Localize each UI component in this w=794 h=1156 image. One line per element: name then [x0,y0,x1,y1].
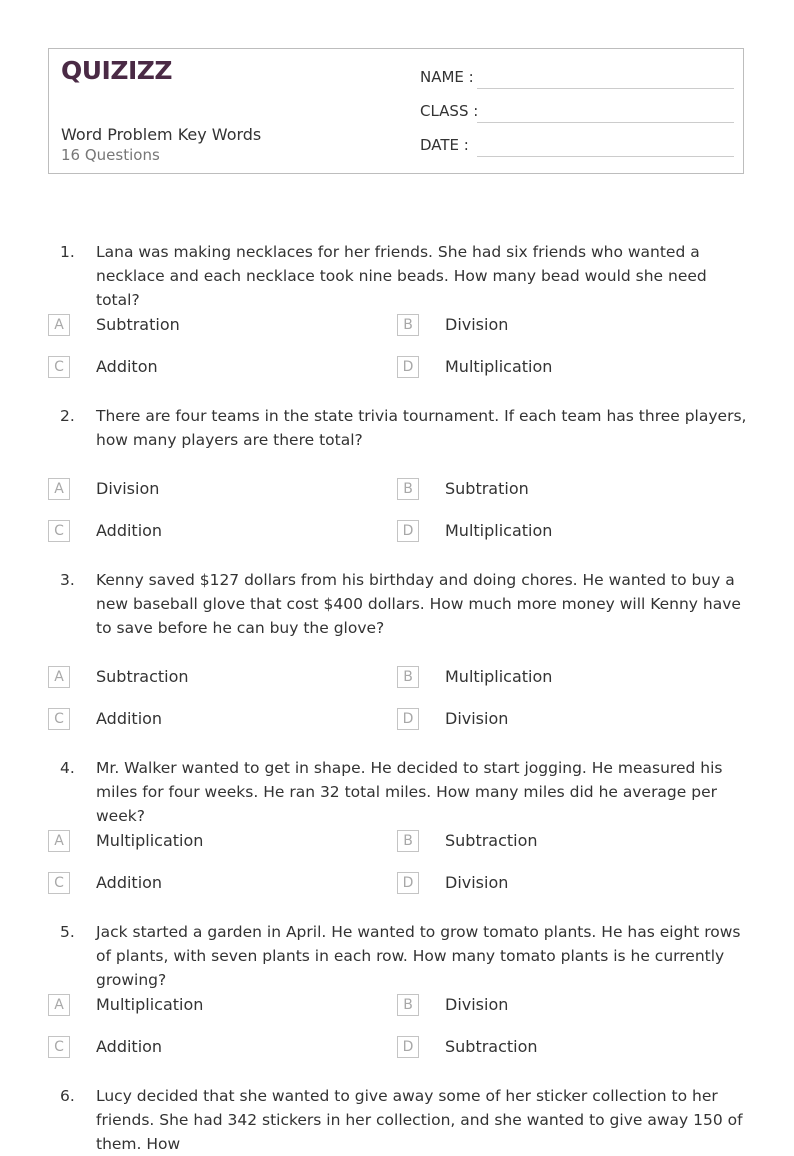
class-line [477,122,734,123]
option-text: Multiplication [445,521,553,540]
q4-option-c[interactable] [48,872,368,898]
option-letter-box: A [48,478,70,500]
q3-option-b[interactable] [397,666,717,692]
q4-option-b[interactable] [397,830,717,856]
option-text: Division [445,709,509,728]
option-letter-box: A [48,314,70,336]
question-number: 5. [60,923,75,941]
option-letter-box: D [397,872,419,894]
option-letter-box: B [397,314,419,336]
worksheet-title: Word Problem Key Words [61,125,262,144]
option-letter-box: B [397,994,419,1016]
option-letter-box: C [48,872,70,894]
name-field [420,68,734,92]
q5-option-d[interactable] [397,1036,717,1062]
option-letter-box: C [48,1036,70,1058]
q2-option-c[interactable] [48,520,368,546]
class-label: CLASS : [420,102,479,120]
option-letter-box: D [397,1036,419,1058]
question-number: 6. [60,1087,75,1105]
option-letter-box: C [48,356,70,378]
option-letter-box: D [397,708,419,730]
option-text: Addition [96,1037,163,1056]
option-text: Subtration [96,315,180,334]
date-label: DATE : [420,136,469,154]
option-letter-box: C [48,708,70,730]
option-letter-box: C [48,520,70,542]
question-number: 1. [60,243,75,261]
option-text: Subtraction [96,667,189,686]
q2-option-a[interactable] [48,478,368,504]
option-text: Division [445,315,509,334]
option-text: Multiplication [96,995,204,1014]
q3-option-c[interactable] [48,708,368,734]
option-text: Multiplication [445,667,553,686]
question-number: 4. [60,759,75,777]
option-text: Division [445,873,509,892]
q1-option-b[interactable] [397,314,717,340]
option-text: Multiplication [96,831,204,850]
q5-option-c[interactable] [48,1036,368,1062]
q1-option-d[interactable] [397,356,717,382]
class-field [420,102,734,126]
question-text: Mr. Walker wanted to get in shape. He decided to start jogging. He measured his miles for four weeks. He ran 32 total miles. How many miles did he average per week? [96,759,723,825]
option-text: Addition [96,709,163,728]
option-text: Division [445,995,509,1014]
option-letter-box: A [48,830,70,852]
q3-option-a[interactable] [48,666,368,692]
option-letter-box: A [48,994,70,1016]
date-field [420,136,734,160]
question-text: Lucy decided that she wanted to give away some of her sticker collection to her friends. She had 342 stickers in her collection, and she wanted to give away 150 of them. How [96,1087,743,1153]
question-text: Lana was making necklaces for her friends. She had six friends who wanted a necklace and each necklace took nine beads. How many bead would she need total? [96,243,707,309]
q5-option-a[interactable] [48,994,368,1020]
q1-option-c[interactable] [48,356,368,382]
option-letter-box: B [397,478,419,500]
question-count: 16 Questions [61,146,160,164]
option-letter-box: B [397,830,419,852]
name-line [477,88,734,89]
option-letter-box: A [48,666,70,688]
option-letter-box: D [397,356,419,378]
question-text: Jack started a garden in April. He wanted to grow tomato plants. He has eight rows of plants, with seven plants in each row. How many tomato plants is he currently growing? [96,923,741,989]
option-text: Addition [96,521,163,540]
option-text: Multiplication [445,357,553,376]
option-text: Division [96,479,160,498]
option-letter-box: B [397,666,419,688]
question-text: Kenny saved $127 dollars from his birthday and doing chores. He wanted to buy a new baseball glove that cost $400 dollars. How much more money will Kenny have to save before he can buy the glove? [96,571,741,637]
question-text: There are four teams in the state trivia tournament. If each team has three players, how many players are there total? [96,407,747,449]
q5-option-b[interactable] [397,994,717,1020]
option-text: Addition [96,873,163,892]
option-letter-box: D [397,520,419,542]
q4-option-a[interactable] [48,830,368,856]
question-number: 2. [60,407,75,425]
option-text: Additon [96,357,158,376]
q4-option-d[interactable] [397,872,717,898]
quizizz-logo: QUIZIZZ [61,56,173,85]
worksheet-header [48,48,744,174]
q1-option-a[interactable] [48,314,368,340]
option-text: Subtraction [445,831,538,850]
option-text: Subtration [445,479,529,498]
name-label: NAME : [420,68,474,86]
q2-option-b[interactable] [397,478,717,504]
option-text: Subtraction [445,1037,538,1056]
date-line [477,156,734,157]
q3-option-d[interactable] [397,708,717,734]
question-number: 3. [60,571,75,589]
q2-option-d[interactable] [397,520,717,546]
